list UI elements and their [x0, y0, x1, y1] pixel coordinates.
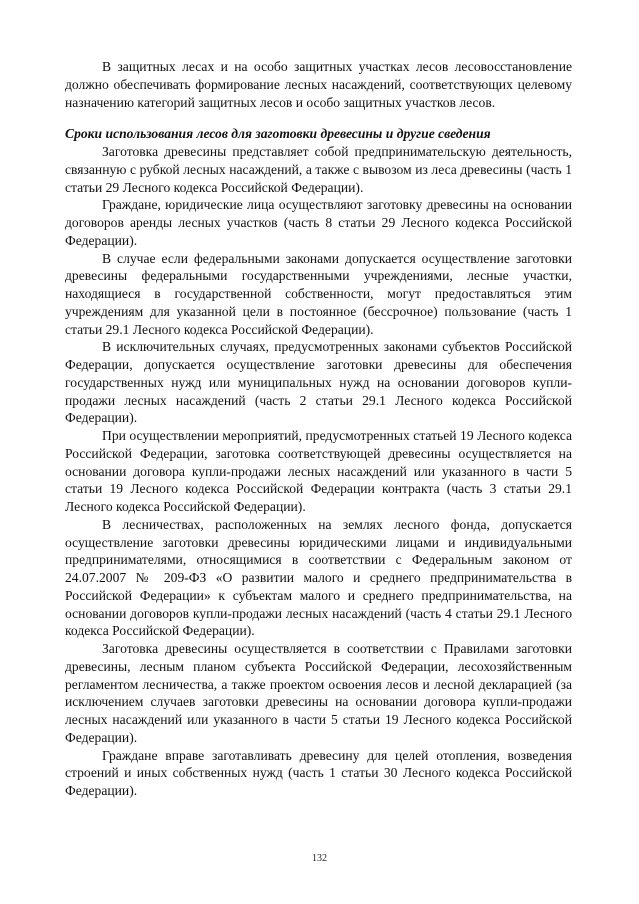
document-page [65, 58, 572, 800]
paragraph-7: Заготовка древесины осуществляется в соответствии с Правилами заготовки древесины, лесным планом субъекта Российской Федерации, лесохозяйственным регламентом лесничества, а также проектом освоения лесов и лесной декларацией (за исключением случаев заготовки древесины на основании договора купли-продажи лесных насаждений или указанного в части 5 статьи 19 Лесного кодекса Российской Федерации). [65, 641, 572, 745]
intro-paragraph: В защитных лесах и на особо защитных участках лесов лесовосстановление должно обеспечивать формирование лесных насаждений, соответствующих целевому назначению категорий защитных лесов и особо защитных участков лесов. [65, 59, 572, 110]
paragraph-4: В исключительных случаях, предусмотренных законами субъектов Российской Федерации, допускается осуществление заготовки древесины для обеспечения государственных нужд или муниципальных нужд на основании договоров купли-продажи лесных насаждений (часть 2 статьи 29.1 Лесного кодекса Российской Федерации). [65, 339, 572, 426]
paragraph-2: Граждане, юридические лица осуществляют заготовку древесины на основании договоров аренды лесных участков (часть 8 статьи 29 Лесного кодекса Российской Федерации). [65, 197, 572, 248]
section-heading: Сроки использования лесов для заготовки древесины и другие сведения [65, 126, 491, 142]
paragraph-3: В случае если федеральными законами допускается осуществление заготовки древесины федеральными государственными учреждениями, лесные участки, находящиеся в государственной собственности, могут предоставляться этим учреждениям для указанной цели в постоянное (бессрочное) пользование (часть 1 статьи 29.1 Лесного кодекса Российской Федерации). [65, 250, 572, 337]
paragraph-1: Заготовка древесины представляет собой предпринимательскую деятельность, связанную с рубкой лесных насаждений, а также с вывозом из леса древесины (часть 1 статьи 29 Лесного кодекса Российской Федерации). [65, 144, 572, 195]
page-number: 132 [312, 853, 327, 864]
paragraph-8: Граждане вправе заготавливать древесину для целей отопления, возведения строений и иных собственных нужд (часть 1 статьи 30 Лесного кодекса Российской Федерации). [65, 747, 572, 798]
paragraph-5: При осуществлении мероприятий, предусмотренных статьей 19 Лесного кодекса Российской Федерации, заготовка соответствующей древесины осуществляется на основании договора купли-продажи лесных насаждений или указанного в части 5 статьи 19 Лесного кодекса Российской Федерации контракта (часть 3 статьи 29.1 Лесного кодекса Российской Федерации). [65, 428, 572, 514]
paragraph-6: В лесничествах, расположенных на землях лесного фонда, допускается осуществление заготовки древесины юридическими лицами и индивидуальными предпринимателями, относящимися в соответствии с Федеральным законом от 24.07.2007 № 209-ФЗ «О развитии малого и среднего предпринимательства в Российской Федерации» к субъектам малого и среднего предпринимательства, на основании договоров купли-продажи лесных насаждений (часть 4 статьи 29.1 Лесного кодекса Российской Федерации). [65, 516, 572, 639]
